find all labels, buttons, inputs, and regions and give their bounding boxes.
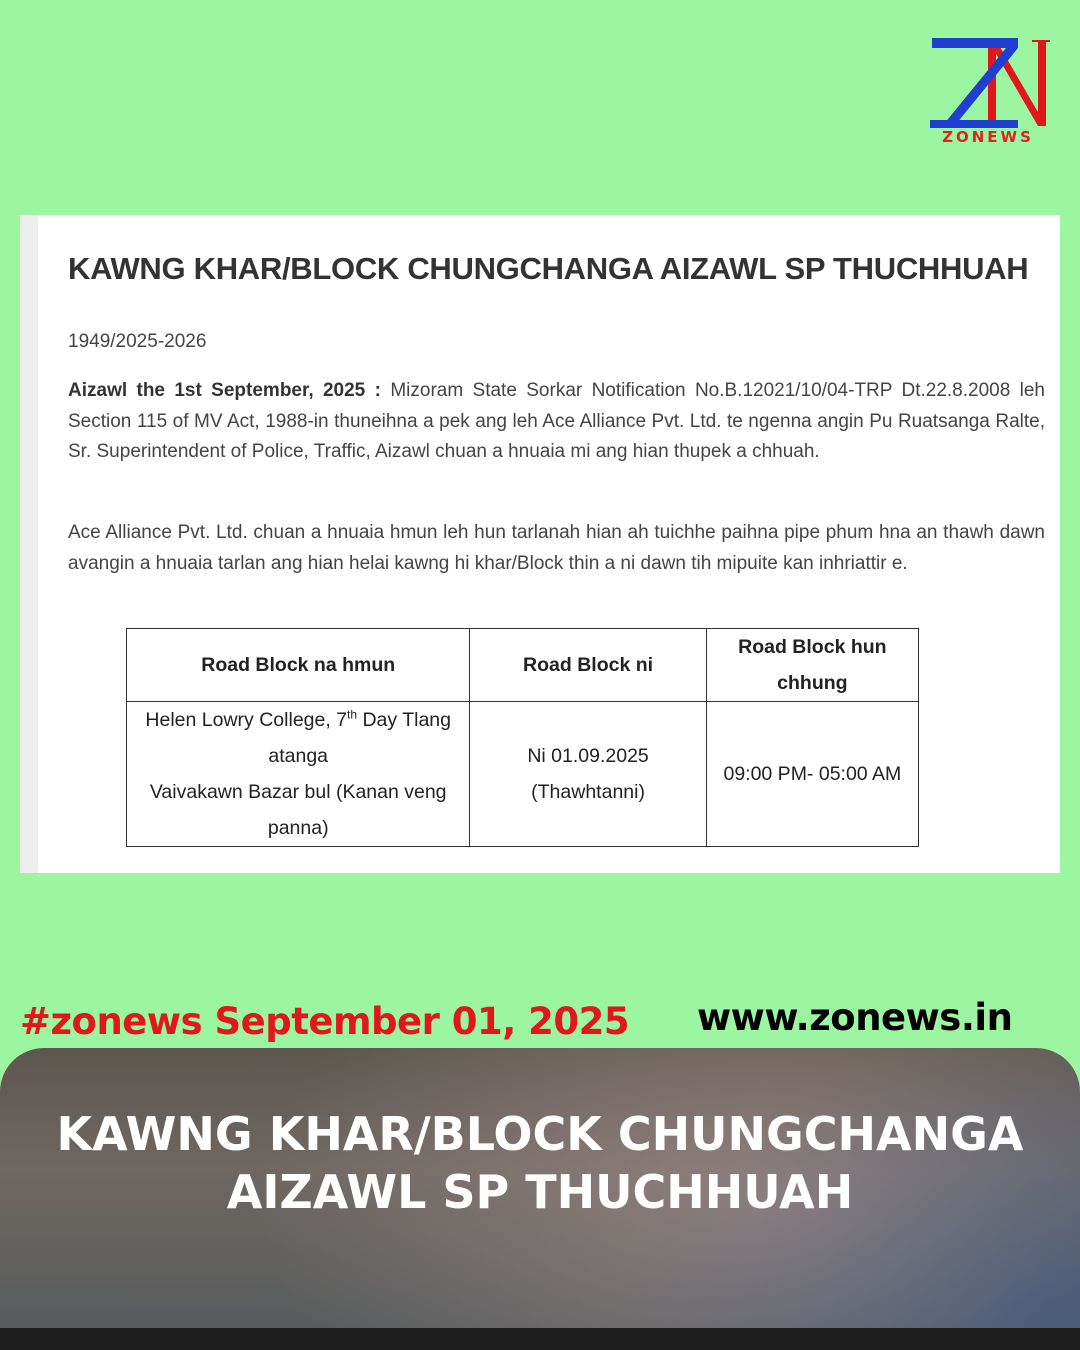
road-block-table (126, 628, 919, 847)
hashtag-date: #zonews September 01, 2025 (20, 1000, 630, 1043)
table-cell-place: Helen Lowry College, 7th Day Tlang atanga Vaivakawn Bazar bul (Kanan veng panna) (127, 702, 470, 847)
document-paragraph-1 (68, 376, 1045, 468)
zonews-logo (926, 34, 1050, 150)
document-reference-number: 1949/2025-2026 (68, 331, 207, 352)
table-header-place: Road Block na hmun (127, 629, 470, 702)
zn-logo-icon (926, 34, 1050, 130)
table-cell-time: 09:00 PM- 05:00 AM (706, 702, 918, 847)
website-link[interactable]: www.zonews.in (697, 996, 1013, 1039)
table-cell-date: Ni 01.09.2025 (Thawhtanni) (470, 702, 706, 847)
table-header-time: Road Block hun chhung (706, 629, 918, 702)
table-row (127, 702, 919, 847)
banner-bottom-edge (0, 1328, 1080, 1350)
document-paragraph-2: Ace Alliance Pvt. Ltd. chuan a hnuaia hmun leh hun tarlanah hian ah tuichhe paihna pipe phum hna an thawh dawn avangin a hnuaia tarlan ang hian helai kawng hi khar/Block thin a ni dawn tih mipuite kan inhriattir e. (68, 522, 1045, 574)
notice-document (20, 215, 1060, 873)
document-title: KAWNG KHAR/BLOCK CHUNGCHANGA AIZAWL SP THUCHHUAH (68, 251, 1029, 286)
paragraph-lead: Aizawl the 1st September, 2025 : (68, 380, 381, 401)
table-header-row (127, 629, 919, 702)
headline-banner (0, 1048, 1080, 1350)
logo-wordmark: ZONEWS (942, 128, 1034, 146)
banner-headline: KAWNG KHAR/BLOCK CHUNGCHANGA AIZAWL SP THUCHHUAH (56, 1107, 1024, 1219)
table-header-date: Road Block ni (470, 629, 706, 702)
document-margin-rule (20, 215, 38, 873)
paragraph-body: Mizoram State Sorkar Notification No.B.12021/10/04-TRP Dt.22.8.2008 leh Section 115 of MV Act, 1988-in thuneihna a pek ang leh Ace Alliance Pvt. Ltd. te ngenna angin Pu Ruatsanga Ralte, Sr. Superintendent of Police, Traffic, Aizawl chuan a hnuaia mi ang hian thupek a chhuah. (68, 380, 1045, 462)
